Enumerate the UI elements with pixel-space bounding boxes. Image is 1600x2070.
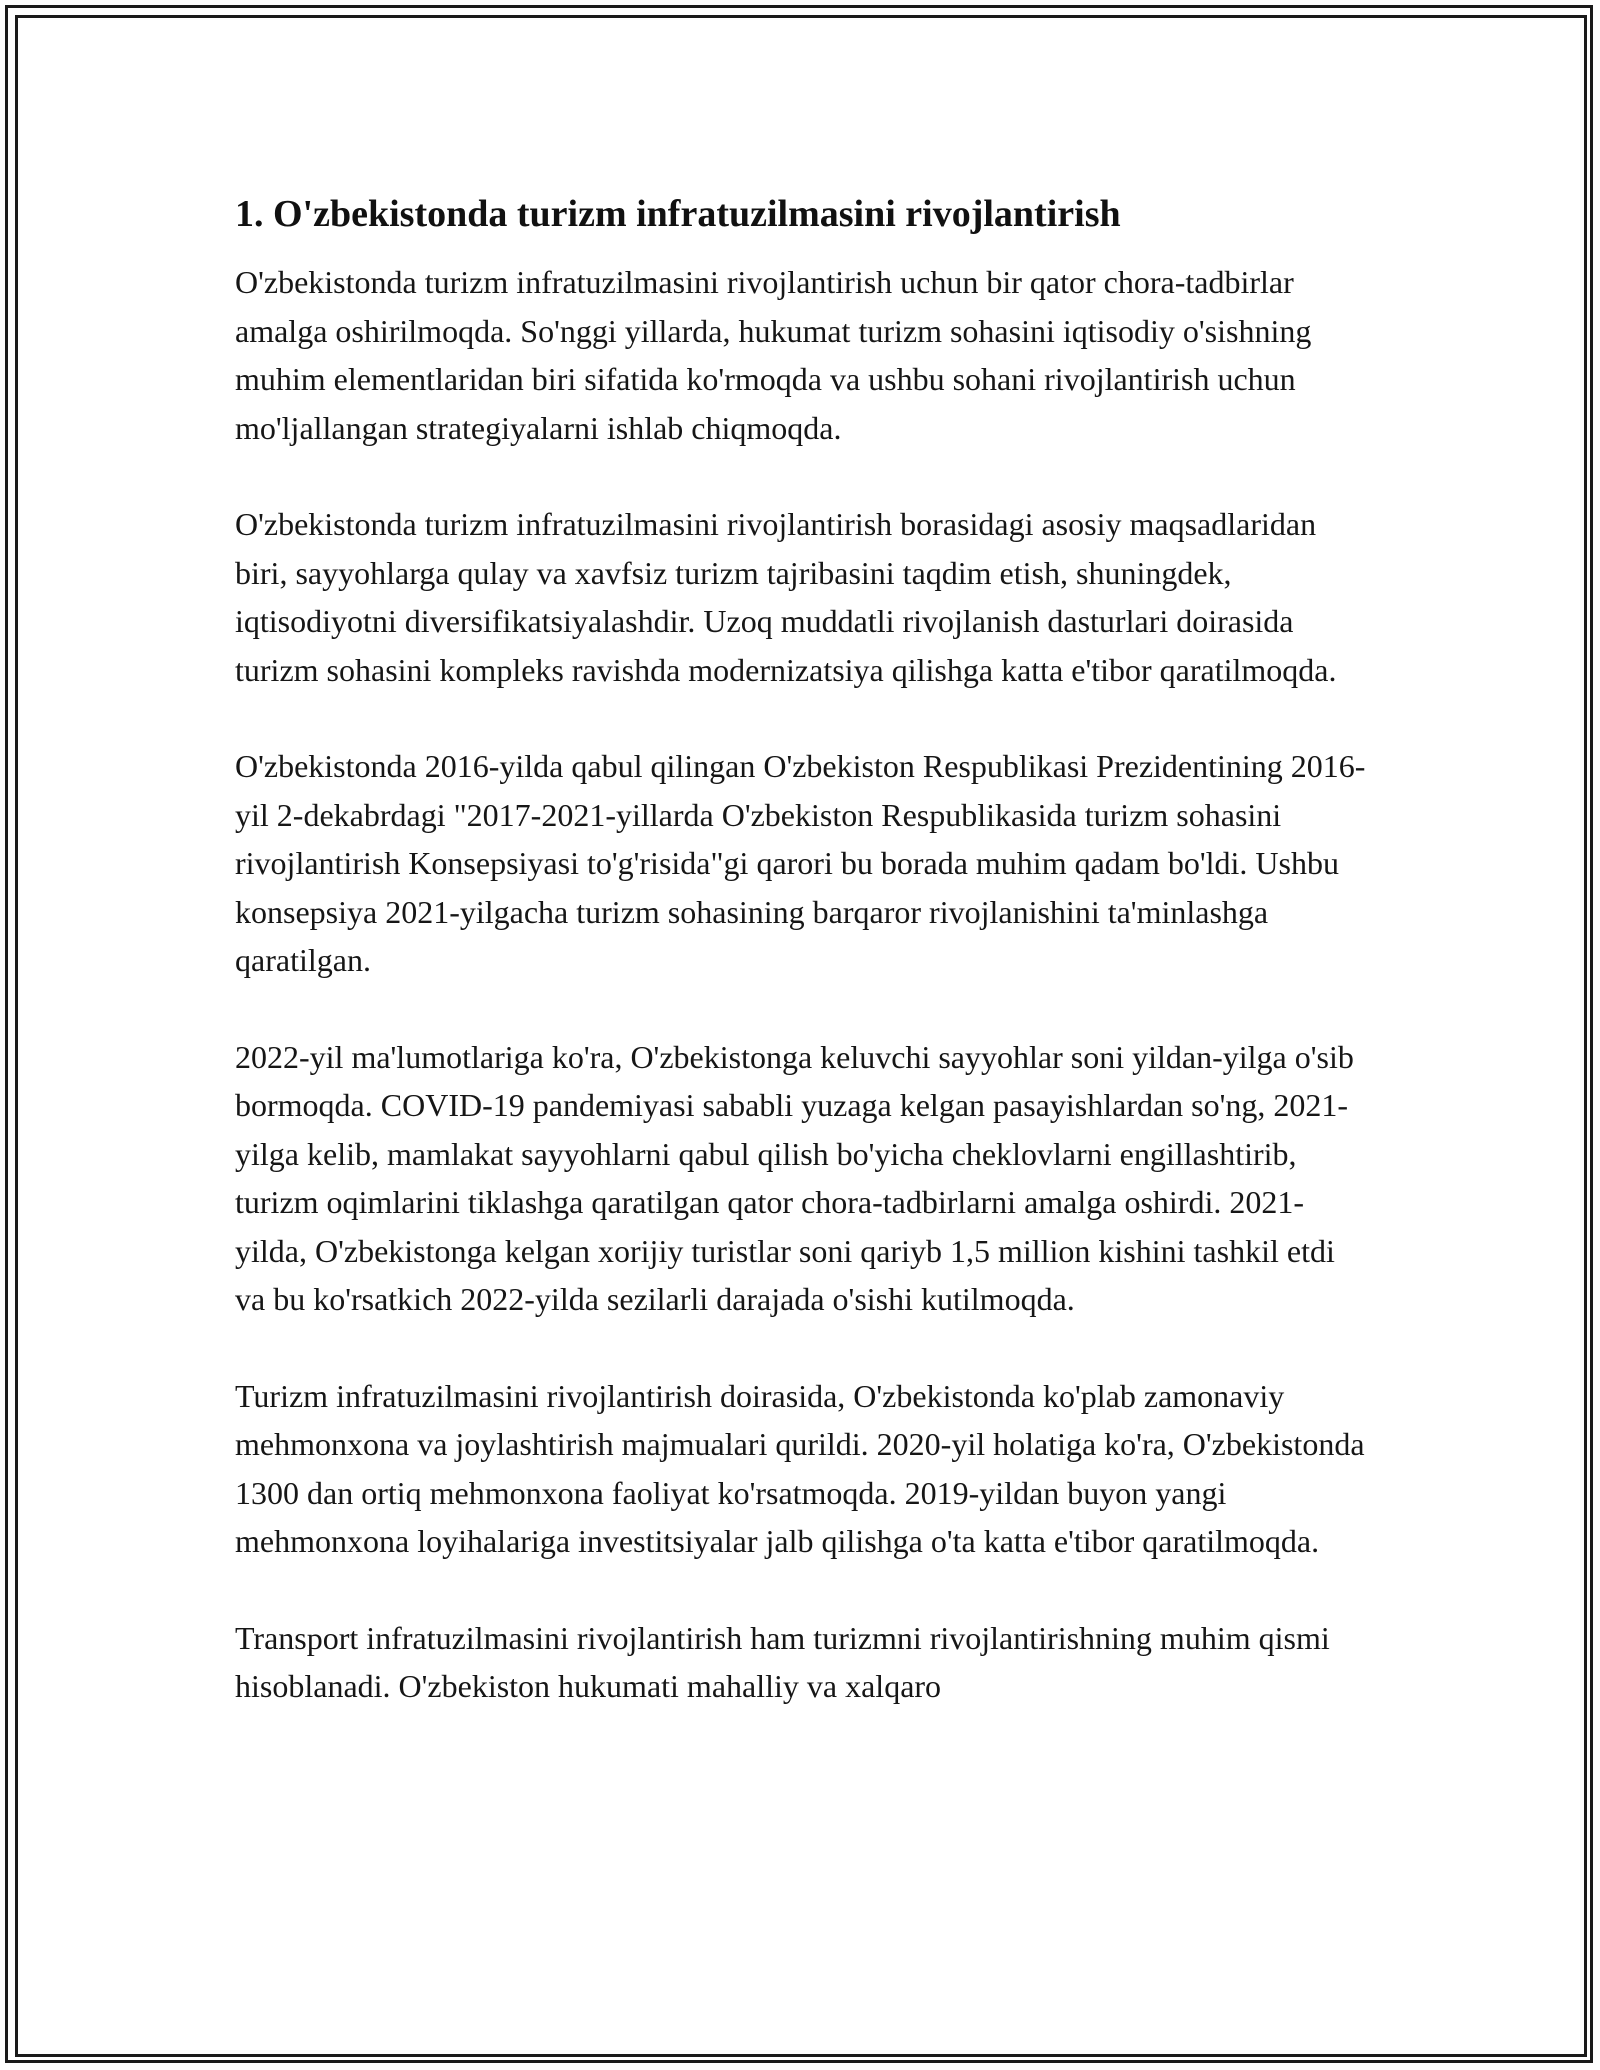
- paragraph-1: O'zbekistonda turizm infratuzilmasini rivojlantirish uchun bir qator chora-tadbirlar amalga oshirilmoqda. So'nggi yillarda, hukumat turizm sohasini iqtisodiy o'sishning muhim elementlaridan biri sifatida ko'rmoqda va ushbu sohani rivojlantirish uchun mo'ljallangan strategiyalarni ishlab chiqmoqda.: [235, 264, 1312, 446]
- section-heading: 1. O'zbekistonda turizm infratuzilmasini rivojlantirish: [235, 193, 1121, 235]
- document-body: [235, 190, 1370, 1759]
- paragraph-5: Turizm infratuzilmasini rivojlantirish doirasida, O'zbekistonda ko'plab zamonaviy mehmonxona va joylashtirish majmualari qurildi. 2020-yil holatiga ko'ra, O'zbekistonda 1300 dan ortiq mehmonxona faoliyat ko'rsatmoqda. 2019-yildan buyon yangi mehmonxona loyihalariga investitsiyalar jalb qilishga o'ta katta e'tibor qaratilmoqda.: [235, 1377, 1365, 1559]
- paragraph-3: O'zbekistonda 2016-yilda qabul qilingan O'zbekiston Respublikasi Prezidentining 2016-yil 2-dekabrdagi "2017-2021-yillarda O'zbekiston Respublikasida turizm sohasini rivojlantirish Konsepsiyasi to'g'risida"gi qarori bu borada muhim qadam bo'ldi. Ushbu konsepsiya 2021-yilgacha turizm sohasining barqaror rivojlanishini ta'minlashga qaratilgan.: [235, 748, 1366, 978]
- paragraph-4: 2022-yil ma'lumotlariga ko'ra, O'zbekistonga keluvchi sayyohlar soni yildan-yilga o'sib bormoqda. COVID-19 pandemiyasi sababli yuzaga kelgan pasayishlardan so'ng, 2021-yilga kelib, mamlakat sayyohlarni qabul qilish bo'yicha cheklovlarni engillashtirib, turizm oqimlarini tiklashga qaratilgan qator chora-tadbirlarni amalga oshirdi. 2021-yilda, O'zbekistonga kelgan xorijiy turistlar soni qariyb 1,5 million kishini tashkil etdi va bu ko'rsatkich 2022-yilda sezilarli darajada o'sishi kutilmoqda.: [235, 1038, 1354, 1317]
- paragraph-2: O'zbekistonda turizm infratuzilmasini rivojlantirish borasidagi asosiy maqsadlaridan biri, sayyohlarga qulay va xavfsiz turizm tajribasini taqdim etish, shuningdek, iqtisodiyotni diversifikatsiyalashdir. Uzoq muddatli rivojlanish dasturlari doirasida turizm sohasini kompleks ravishda modernizatsiya qilishga katta e'tibor qaratilmoqda.: [235, 506, 1337, 688]
- paragraph-6: Transport infratuzilmasini rivojlantirish ham turizmni rivojlantirishning muhim qismi hisoblanadi. O'zbekiston hukumati mahalliy va xalqaro: [235, 1619, 1330, 1704]
